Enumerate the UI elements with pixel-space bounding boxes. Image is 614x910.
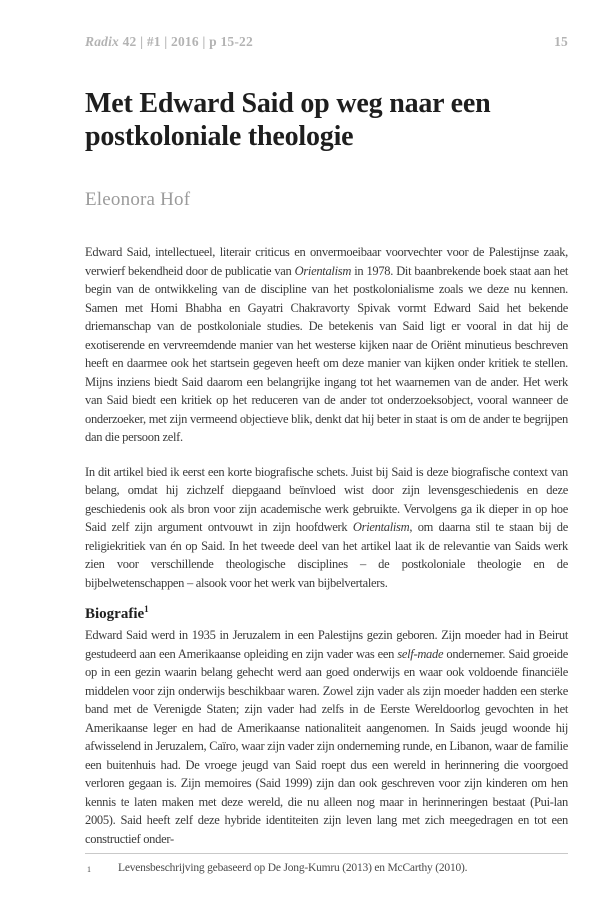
biografie-paragraph-text-continued: ondernemer. Said groeide op in een gezin waarin belang gehecht werd aan goed onderwijs en waar ook voldoende financiële middelen voor zijn onderwijs beschikbaar waren. Zowel zijn vader als zijn moeder hadden een sterke band met de Verenigde Staten; zijn vader had zelfs in de Eerste Wereldoorlog gevochten in het Amerikaanse leger en had de Amerikaanse nationaliteit aangenomen. In Saids jeugd woonde hij afwisselend in Jeruzalem, Caïro, waar zijn vader zijn onderneming runde, en Libanon, waar de familie een buitenhuis had. De vroege jeugd van Said roept dus een wereld in herinnering die voorgoed verloren gegaan is. Zijn memoires (Said 1999) zijn dan ook geschreven voor zijn kinderen om hen kennis te laten maken met deze wereld, die nu alleen nog maar in herinneringen bestaat (Pui-lan 2005). Said heeft zelf deze hybride identiteiten zijn leven lang met zich meegedragen en tot een constructief onder- [85, 646, 568, 846]
overview-paragraph [85, 463, 568, 593]
book-title-orientalism: Orientalism [294, 263, 352, 278]
footnote-rule [85, 853, 568, 854]
running-header [85, 34, 568, 49]
journal-name: Radix [85, 34, 120, 49]
author-name: Eleonora Hof [85, 189, 191, 210]
term-self-made: self-made [397, 646, 444, 661]
intro-paragraph-text: Edward Said, intellectueel, literair criticus en onvermoeibaar voorvechter voor de Palestijnse zaak, verwierf bekendheid door de publicatie van [85, 245, 568, 278]
overview-paragraph-text-continued: , om daarna stil te staan bij de religiekritiek van én op Said. In het tweede deel van het artikel laat ik de relevantie van Saids werk zien voor verschillende theologische disciplines – de postkoloniale theologie en de bijbelwetenschappen – alsook voor het werk van bijbelvertalers. [85, 520, 569, 590]
overview-paragraph-text: In dit artikel bied ik eerst een korte biografische schets. Juist bij Said is deze biografische context van belang, omdat hij zichzelf diepgaand beïnvloed wist door zijn levensgeschiedenis en deze geschiedenis ook als bron voor zijn academische werk gebruikte. Vervolgens ga ik dieper in op hoe Said zelf zijn argument ontvouwt in zijn hoofdwerk [85, 464, 568, 534]
footnote-reference: 1 [144, 604, 149, 614]
footnote [85, 861, 568, 877]
intro-paragraph [85, 243, 568, 447]
biografie-paragraph [85, 626, 568, 848]
issue-info: 42 | #1 | 2016 | p 15-22 [119, 34, 253, 49]
section-heading-label: Biografie [85, 606, 145, 622]
footnote-area [85, 853, 568, 877]
book-title-orientalism: Orientalism [352, 520, 410, 534]
article-title: Met Edward Said op weg naar een postkoloniale theologie [85, 88, 491, 152]
page-number: 15 [554, 34, 568, 49]
intro-paragraph-text-continued: in 1978. Dit baanbrekende boek staat aan het begin van de ontwikkeling van de discipline van het postkolonialisme zoals we deze nu kennen. Samen met Homi Bhabha en Gayatri Chakravorty Spivak vormt Edward Said het bekende driemanschap van de postkoloniale studies. De betekenis van Said ligt er vooral in dat hij de exotiserende en vervreemdende manier van het westerse kijken naar de Oriënt minutieus beschreven heeft en daarmee ook het startsein gegeven heeft om deze manier van kijken onder kritiek te stellen. Mijns inziens biedt Said daarom een belangrijke ingang tot het waarnemen van de ander. Het werk van Said biedt een kritiek op het reduceren van de ander tot onderzoeksobject, vooral wanneer de onderzoeker, met zijn vermeend objectieve blik, denkt dat hij beter in staat is om de ander te begrijpen dan die persoon zelf. [85, 263, 568, 444]
footnote-text: Levensbeschrijving gebaseerd op De Jong-Kumru (2013) en McCarthy (2010). [118, 862, 468, 874]
page-main-content [85, 34, 568, 848]
section-heading-biografie [85, 604, 568, 624]
biografie-paragraph-text: Edward Said werd in 1935 in Jeruzalem in een Palestijns gezin geboren. Zijn moeder had in Beirut gestudeerd aan een Amerikaanse opleiding en zijn vader was een [85, 628, 568, 661]
journal-reference [85, 34, 253, 49]
footnote-marker: 1 [87, 865, 91, 874]
